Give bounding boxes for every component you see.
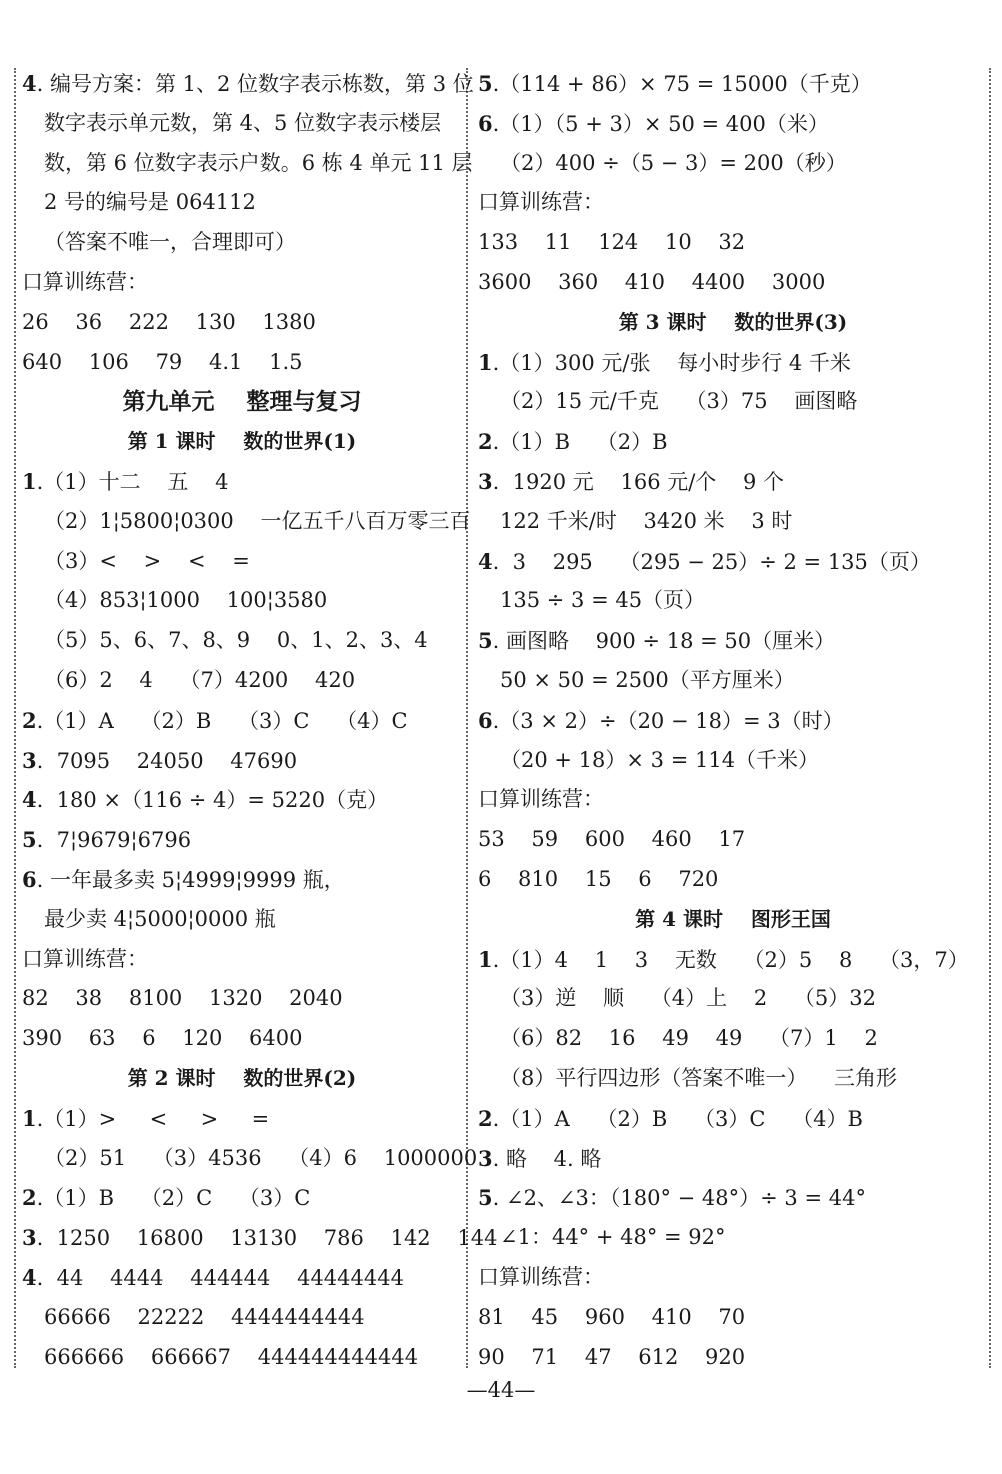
answer-item [478, 462, 988, 502]
answer-item [22, 1099, 462, 1139]
question-number: 4 [22, 787, 37, 813]
question-number: 3 [22, 1225, 37, 1251]
answer-continuation: （20 + 18）× 3 = 114（千米） [500, 747, 820, 772]
answer-item [22, 780, 462, 820]
answer-item [22, 1218, 498, 1258]
question-number: 2 [22, 1185, 37, 1211]
answer-continuation: 最少卖 4¦5000¦0000 瓶 [44, 906, 276, 931]
answer-item [478, 1178, 988, 1218]
answer-item [22, 64, 474, 104]
answer-item [478, 621, 988, 661]
answer-text: .（1）300 元/张 每小时步行 4 千米 [492, 350, 851, 375]
lesson-title: 第 2 课时 数的世界(2) [127, 1065, 357, 1090]
answer-continuation: 122 千米/时 3420 米 3 时 [500, 508, 793, 533]
answer-continuation: 666666 666667 444444444444 [44, 1344, 419, 1369]
answer-continuation: 数，第 6 位数字表示户数。6 栋 4 单元 11 层 [44, 150, 473, 175]
question-number: 1 [22, 468, 37, 494]
lesson-title: 第 4 课时 图形王国 [635, 906, 831, 931]
answer-row: 6 810 15 6 720 [478, 866, 719, 891]
answer-continuation: 66666 22222 4444444444 [44, 1304, 365, 1329]
answer-item [478, 104, 988, 144]
question-number: 5 [478, 1185, 493, 1211]
answer-item [478, 64, 988, 104]
answer-continuation: （2）400 ÷（5 − 3）= 200（秒） [500, 150, 847, 175]
answer-item [22, 1258, 462, 1298]
question-number: 3 [478, 468, 493, 494]
section-label: 口算训练营： [478, 1264, 604, 1289]
answer-continuation: 50 × 50 = 2500（平方厘米） [500, 667, 795, 692]
answer-text: . 略 4. 略 [492, 1146, 602, 1171]
answer-continuation: 数字表示单元数，第 4、5 位数字表示楼层 [44, 110, 442, 135]
answer-text: .（1）A （2）B （3）C （4）C [36, 708, 408, 733]
left-margin-rule [14, 68, 16, 1368]
right-column [478, 64, 988, 1377]
answer-item [478, 343, 988, 383]
answer-text: .（1）（5 + 3）× 50 = 400（米） [492, 111, 829, 136]
question-number: 4 [478, 548, 493, 574]
answer-continuation: （6）82 16 49 49 （7）1 2 [500, 1026, 878, 1051]
answer-continuation: ∠1：44° + 48° = 92° [500, 1225, 726, 1250]
question-number: 2 [22, 707, 37, 733]
answer-row: 90 71 47 612 920 [478, 1344, 746, 1369]
question-number: 6 [22, 866, 37, 892]
section-label: 口算训练营： [22, 269, 148, 294]
answer-text: . 44 4444 444444 44444444 [36, 1265, 404, 1290]
answer-row: 640 106 79 4.1 1.5 [22, 349, 303, 374]
answer-row: 133 11 124 10 32 [478, 230, 746, 255]
answer-continuation: （6）2 4 （7）4200 420 [44, 667, 356, 692]
answer-text: . 7095 24050 47690 [36, 748, 298, 773]
question-number: 3 [22, 747, 37, 773]
lesson-title: 第 3 课时 数的世界(3) [618, 309, 848, 334]
answer-text: .（1）4 1 3 无数 （2）5 8 （3，7） [492, 947, 969, 972]
question-number: 1 [478, 349, 493, 375]
answer-continuation: 2 号的编号是 064112 [44, 190, 256, 215]
answer-item [478, 542, 988, 582]
section-label: 口算训练营： [22, 946, 148, 971]
answer-text: . 1920 元 166 元/个 9 个 [492, 469, 785, 494]
unit-title: 第九单元 整理与复习 [122, 388, 362, 416]
question-number: 6 [478, 110, 493, 136]
answer-text: .（114 + 86）× 75 = 15000（千克） [492, 72, 872, 96]
question-number: 1 [22, 1105, 37, 1131]
answer-text: .（1）十二 五 4 [36, 469, 229, 494]
section-label: 口算训练营： [478, 190, 604, 215]
answer-text: . 1250 16800 13130 786 142 144 [36, 1226, 498, 1251]
answer-item [478, 940, 988, 980]
question-number: 4 [22, 71, 37, 96]
answer-item [22, 462, 462, 502]
answer-text: . 7¦9679¦6796 [36, 828, 192, 853]
question-number: 1 [478, 946, 493, 972]
question-number: 2 [478, 1105, 493, 1131]
answer-row: 81 45 960 410 70 [478, 1304, 746, 1329]
answer-text: . 画图略 900 ÷ 18 = 50（厘米） [492, 629, 836, 654]
answer-row: 26 36 222 130 1380 [22, 309, 316, 334]
answer-text: .（1）A （2）B （3）C （4）B [492, 1106, 863, 1131]
answer-text: . 180 ×（116 ÷ 4）= 5220（克） [36, 788, 389, 813]
answer-item [478, 422, 988, 462]
answer-row: 82 38 8100 1320 2040 [22, 986, 343, 1011]
answer-text: .（1）> < > = [36, 1106, 270, 1131]
question-number: 5 [22, 827, 37, 853]
answer-item [22, 741, 462, 781]
question-number: 6 [478, 707, 493, 733]
answer-continuation: （3）逆 顺 （4）上 2 （5）32 [500, 986, 876, 1011]
answer-continuation: （答案不唯一，合理即可） [44, 230, 296, 255]
question-number: 5 [478, 71, 493, 96]
answer-text: .（1）B （2）B [492, 430, 668, 455]
answer-continuation: （4）853¦1000 100¦3580 [44, 588, 328, 613]
answer-continuation: （5）5、6、7、8、9 0、1、2、3、4 [44, 628, 428, 653]
answer-item [478, 1099, 988, 1139]
question-number: 3 [478, 1145, 493, 1171]
lesson-title: 第 1 课时 数的世界(1) [127, 429, 357, 454]
answer-item [22, 1178, 462, 1218]
question-number: 4 [22, 1264, 37, 1290]
answer-text: . 编号方案：第 1、2 位数字表示栋数，第 3 位 [36, 72, 474, 96]
answer-text: . 3 295 （295 − 25）÷ 2 = 135（页） [492, 549, 931, 574]
question-number: 2 [478, 429, 493, 455]
answer-text: .（1）B （2）C （3）C [36, 1186, 311, 1211]
answer-row: 390 63 6 120 6400 [22, 1026, 303, 1051]
answer-item [478, 1139, 988, 1179]
answer-continuation: （2）15 元/千克 （3）75 画图略 [500, 389, 858, 414]
answer-item [22, 820, 462, 860]
answer-text: .（3 × 2）÷（20 − 18）= 3（时） [492, 708, 844, 733]
question-number: 5 [478, 628, 493, 654]
answer-text: . ∠2、∠3：（180° − 48°）÷ 3 = 44° [492, 1186, 866, 1211]
answer-row: 53 59 600 460 17 [478, 827, 746, 852]
left-column [22, 64, 498, 1377]
answer-row: 3600 360 410 4400 3000 [478, 269, 826, 294]
answer-item [22, 701, 462, 741]
answer-continuation: （2）1¦5800¦0300 一亿五千八百万零三百 [44, 508, 471, 533]
section-label: 口算训练营： [478, 787, 604, 812]
answer-continuation: （3）< > < = [44, 548, 250, 573]
answer-continuation: （8）平行四边形（答案不唯一） 三角形 [500, 1065, 898, 1090]
right-margin-rule [989, 68, 991, 1368]
answer-item [478, 701, 988, 741]
answer-item [22, 860, 462, 900]
answer-text: . 一年最多卖 5¦4999¦9999 瓶， [36, 867, 345, 892]
answer-continuation: （2）51 （3）4536 （4）6 1000000 [44, 1145, 478, 1170]
page-number: —44— [466, 1378, 536, 1402]
answer-continuation: 135 ÷ 3 = 45（页） [500, 588, 706, 613]
